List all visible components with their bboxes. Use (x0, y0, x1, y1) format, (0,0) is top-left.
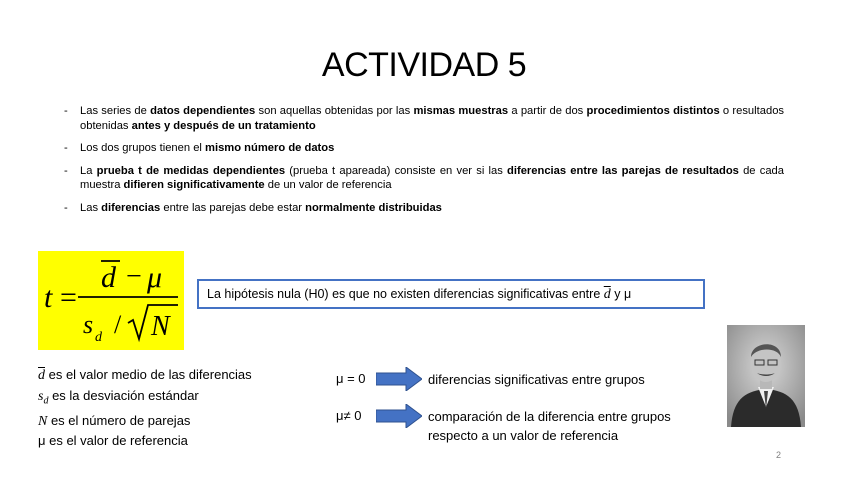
bold-text: antes y después de un tratamiento (131, 119, 316, 132)
hypothesis-d-symbol: $\overline{d}$ (603, 287, 611, 302)
definition-row (38, 386, 298, 411)
bold-text: mismo número de datos (205, 142, 335, 154)
bullet-dash: - (64, 164, 68, 177)
page-number: 2 (776, 450, 782, 460)
bullet-item (60, 141, 784, 156)
definition-row (38, 365, 298, 386)
null-hypothesis-box (197, 279, 705, 309)
formula-minus: − (126, 261, 142, 292)
arrow-right-icon (376, 404, 422, 428)
bold-text: diferencias entre las parejas de resultados (507, 164, 739, 177)
definition-symbol: N (38, 413, 48, 429)
t-formula-svg (38, 251, 184, 350)
t-formula (38, 251, 184, 350)
formula-n: N (151, 311, 170, 342)
portrait-photo (727, 325, 805, 427)
bullet-dash: - (64, 142, 68, 154)
definition-text: es la desviación estándar (48, 387, 199, 403)
text-run: (prueba t apareada) consiste en ver si las (285, 164, 508, 177)
definition-subscript: d (43, 395, 49, 407)
formula-t: t (44, 281, 53, 314)
result-mu-nonzero: comparación de la diferencia entre grupos respecto a un valor de referencia (428, 409, 671, 443)
text-run: son aquellas obtenidas por las (255, 105, 414, 117)
arrow-right-icon (376, 367, 422, 391)
definition-symbol: $\overline{d}$ (38, 368, 45, 383)
text-run: Las (80, 201, 102, 214)
definition-text: es el valor medio de las diferencias (45, 367, 252, 382)
formula-mu: μ (147, 261, 163, 294)
bold-text: normalmente distribuidas (305, 201, 442, 214)
bullet-dash: - (64, 105, 68, 117)
bold-text: datos dependientes (150, 105, 256, 117)
bold-text: mismas muestras (413, 105, 509, 117)
definition-row (38, 411, 298, 432)
text-run: entre las parejas debe estar (160, 201, 306, 214)
text-run: o resultados obtenidas (80, 105, 785, 132)
bold-text: diferencias (101, 201, 161, 214)
symbol-definitions (38, 365, 298, 451)
bullet-item (60, 201, 784, 216)
bold-text: difieren significativamente (123, 179, 265, 191)
formula-slash: / (114, 310, 122, 339)
bold-text: procedimientos distintos (586, 105, 720, 117)
bold-text: prueba t de medidas dependientes (96, 164, 286, 177)
hypothesis-tail: y μ (610, 287, 632, 301)
condition-mu-zero: μ = 0 (336, 371, 366, 386)
bullet-item (60, 164, 784, 193)
definition-symbol: μ (38, 433, 46, 449)
definition-text: es el número de parejas (47, 412, 191, 428)
text-run: de cada muestra (80, 164, 784, 191)
text-run: de un valor de referencia (264, 179, 392, 191)
slide-title: ACTIVIDAD 5 (321, 46, 527, 84)
bullet-list (60, 104, 784, 223)
formula-d: d (101, 261, 116, 294)
definition-symbol: s (38, 388, 44, 404)
formula-s: s (83, 310, 94, 339)
text-run: a partir de dos (508, 105, 587, 117)
bullet-item (60, 104, 784, 133)
text-run: La (80, 164, 97, 177)
hypothesis-text: La hipótesis nula (H0) es que no existen diferencias significativas entre (207, 287, 604, 301)
text-run: Las series de (80, 105, 151, 117)
result-mu-zero: diferencias significativas entre grupos (428, 372, 645, 387)
condition-mu-nonzero: μ≠ 0 (336, 408, 362, 423)
bullet-dash: - (64, 201, 68, 214)
formula-s-sub: d (95, 330, 102, 345)
text-run: Los dos grupos tienen el (80, 142, 206, 154)
formula-equals: = (60, 281, 77, 314)
definition-row (38, 431, 298, 451)
definition-text: es el valor de referencia (45, 433, 188, 449)
